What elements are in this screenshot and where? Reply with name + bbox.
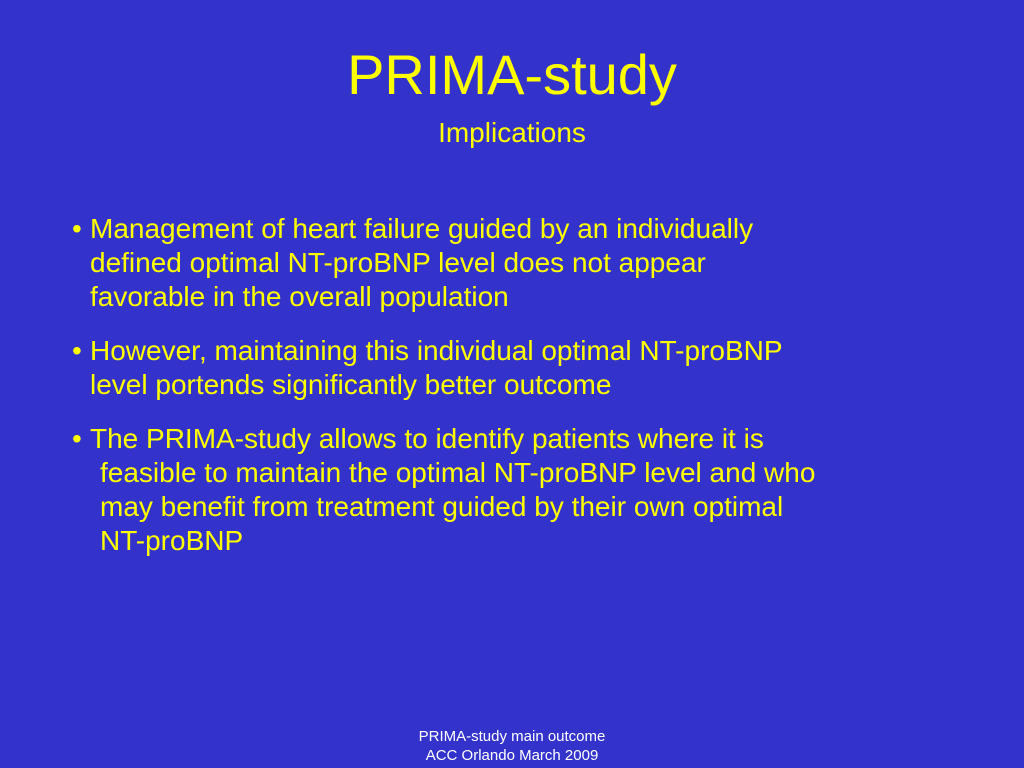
- bullet-text-line: feasible to maintain the optimal NT-proBNP level and who: [100, 457, 816, 488]
- bullet-item: [72, 212, 992, 314]
- bullet-text-line: favorable in the overall population: [90, 281, 509, 312]
- bullet-text-line: defined optimal NT-proBNP level does not appear: [90, 247, 706, 278]
- bullet-list: [72, 212, 992, 578]
- slide-title: PRIMA-study: [347, 43, 677, 106]
- bullet-text-line: Management of heart failure guided by an individually: [90, 213, 754, 244]
- bullet-text-line: level portends significantly better outcome: [90, 369, 612, 400]
- footer-line: PRIMA-study main outcome: [418, 728, 606, 745]
- bullet-marker: •: [72, 335, 82, 366]
- bullet-text-line: The PRIMA-study allows to identify patients where it is: [90, 423, 764, 454]
- slide-footer: [0, 727, 1024, 765]
- bullet-text-line: may benefit from treatment guided by their own optimal: [100, 491, 784, 522]
- bullet-item: [72, 422, 992, 558]
- bullet-marker: •: [72, 213, 82, 244]
- footer-line: ACC Orlando March 2009: [425, 747, 599, 764]
- slide-subtitle: Implications: [438, 117, 586, 148]
- bullet-marker: •: [72, 423, 82, 454]
- bullet-item: [72, 334, 992, 402]
- bullet-text-line: However, maintaining this individual optimal NT-proBNP: [90, 335, 783, 366]
- bullet-text-line: NT-proBNP: [100, 525, 244, 556]
